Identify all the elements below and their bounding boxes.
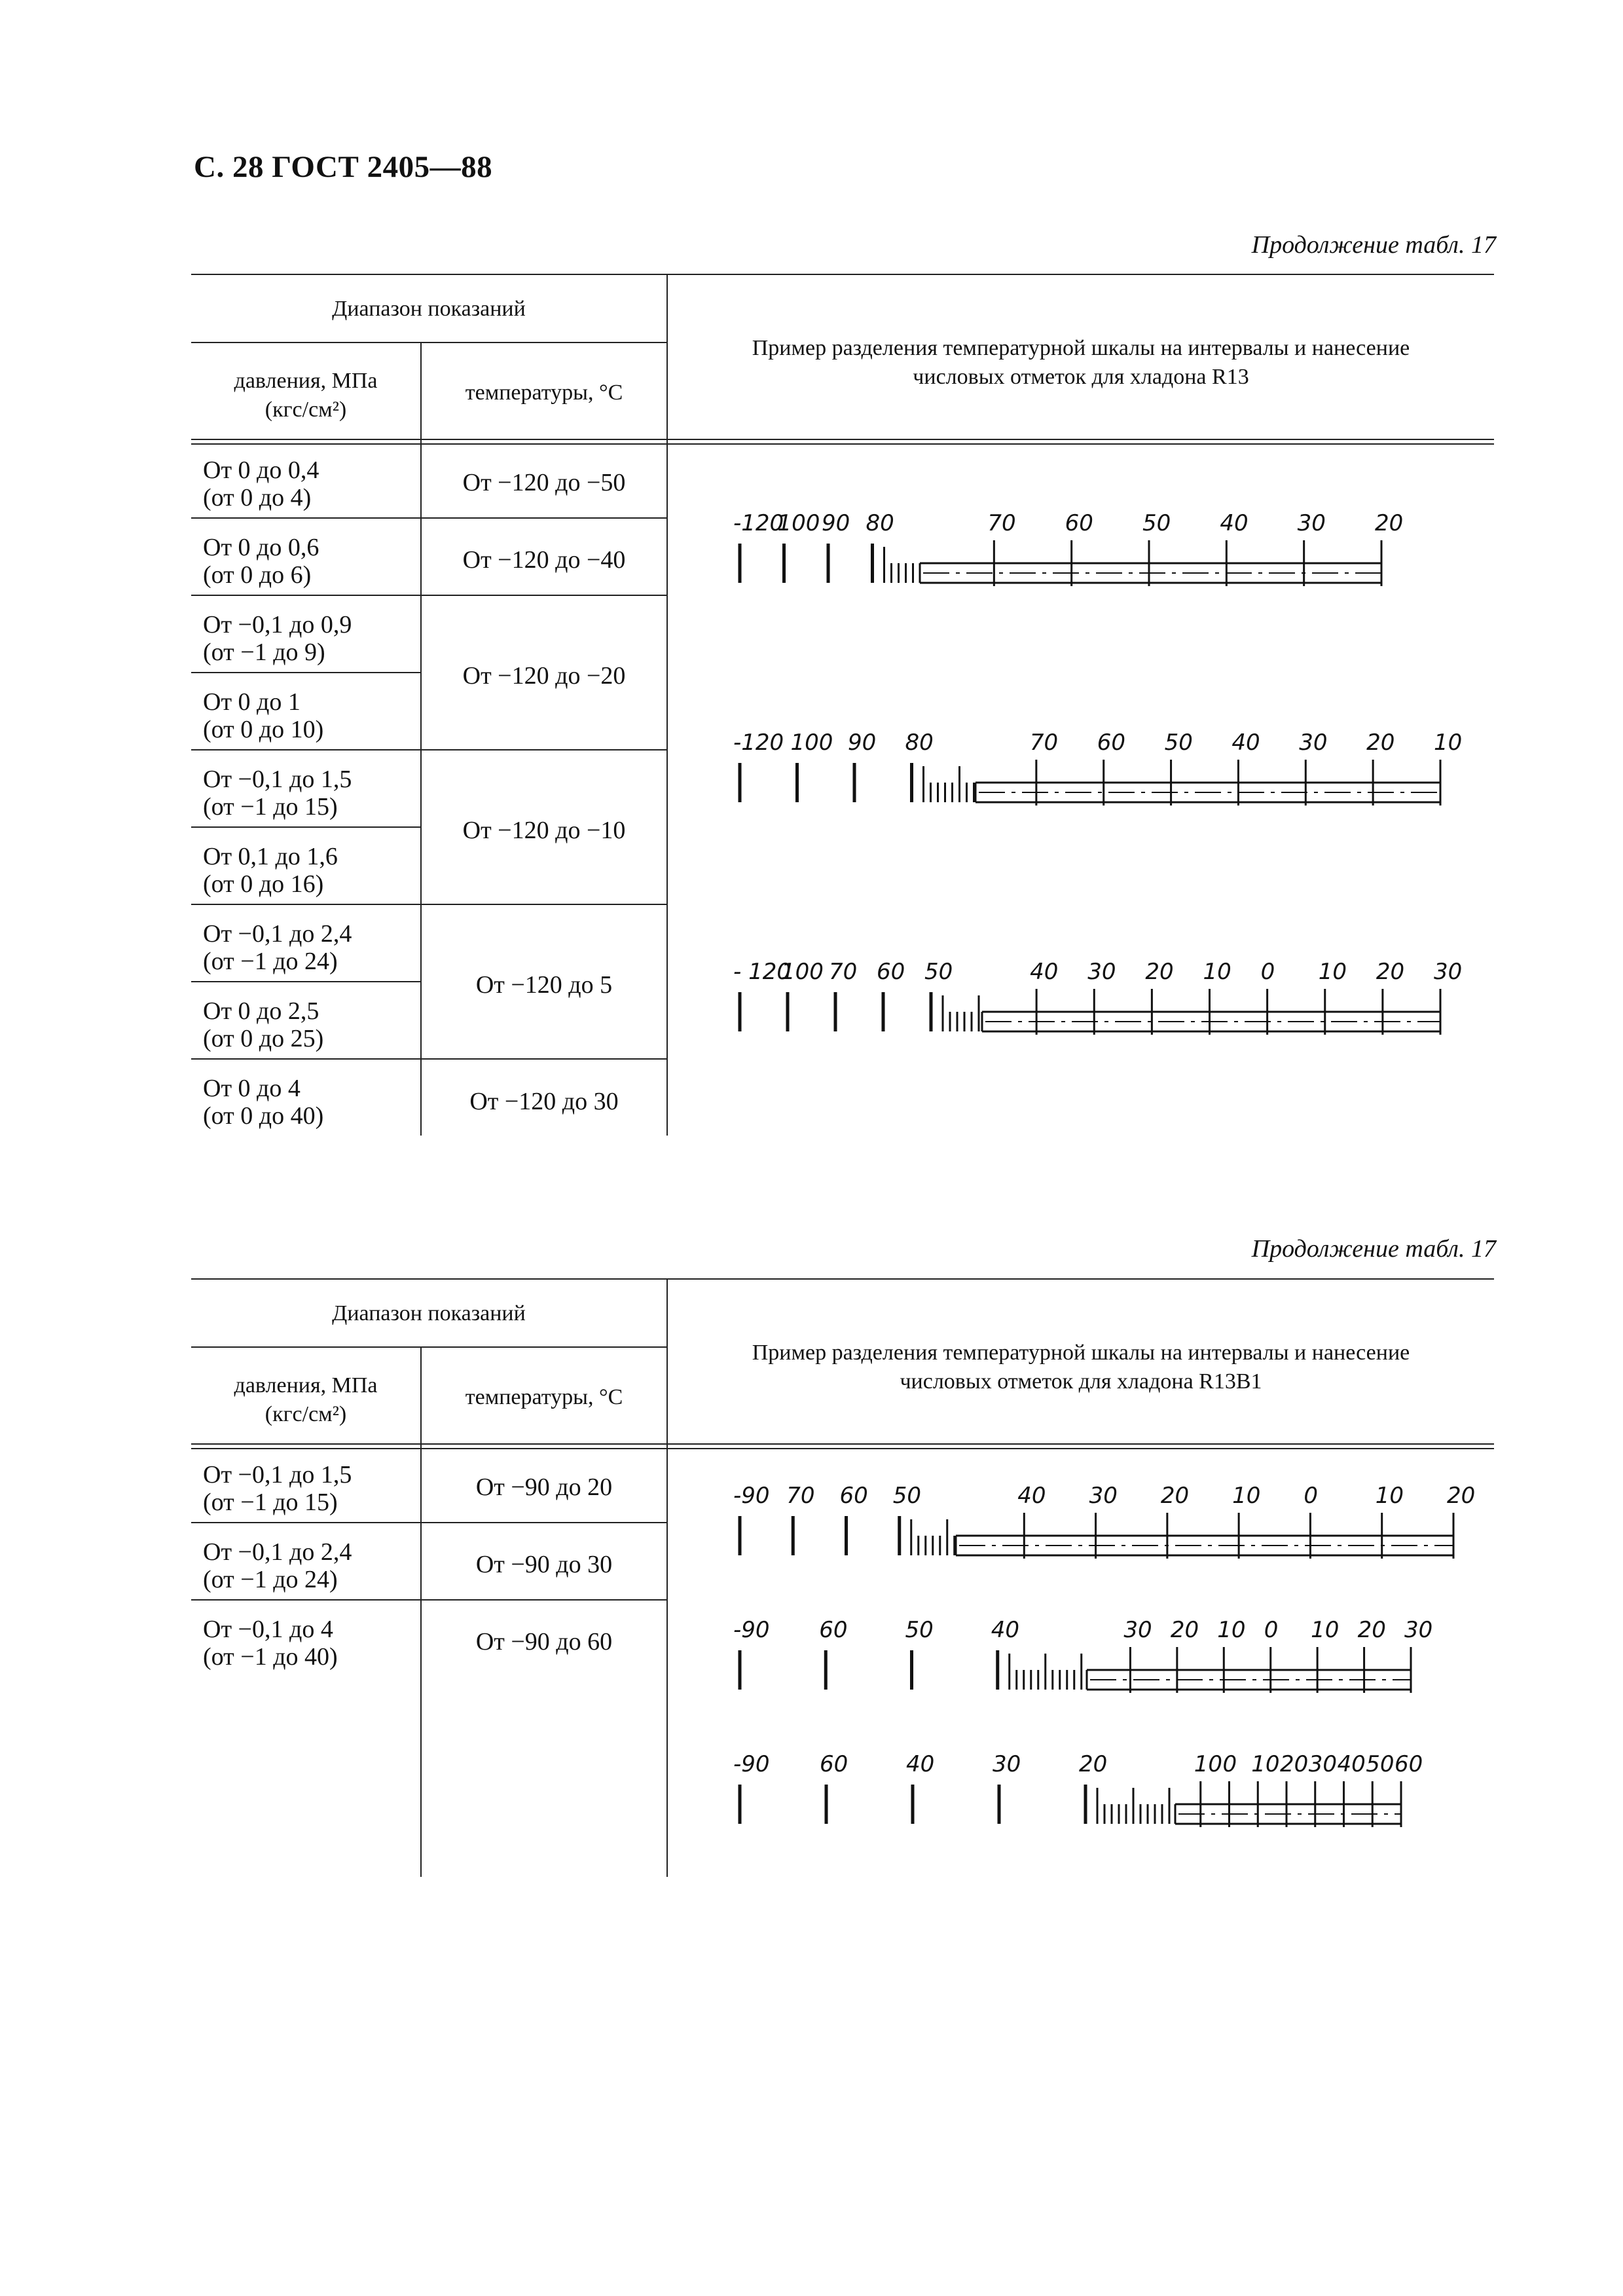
scale-label: 60 bbox=[820, 1751, 848, 1777]
pressure-header-unit: (кгс/см²) bbox=[264, 398, 347, 422]
scale-label: -120 bbox=[733, 730, 784, 756]
example-header-line1: Пример разделения температурной шкалы на интервалы и нанесение bbox=[752, 1341, 1410, 1365]
pressure-mpa: От −0,1 до 1,5 bbox=[203, 766, 352, 793]
scale-label: 20 bbox=[1145, 959, 1174, 985]
example-header-line1: Пример разделения температурной шкалы на интервалы и нанесение bbox=[752, 336, 1410, 360]
scale-label: 50 bbox=[892, 1483, 922, 1509]
scale-label: 40 bbox=[1231, 730, 1260, 756]
scale-label: 70 bbox=[987, 510, 1016, 536]
scale-label: 0 bbox=[1304, 1483, 1319, 1509]
scale-label: 20 bbox=[1357, 1617, 1386, 1643]
row-divider bbox=[191, 1058, 666, 1060]
scale-label: 40 bbox=[1220, 510, 1249, 536]
scale-capillary bbox=[982, 999, 1440, 1031]
scale-label: 50 bbox=[924, 959, 953, 985]
scale-label: 10 bbox=[1375, 1483, 1404, 1509]
pressure-header bbox=[191, 1371, 420, 1429]
pressure-kgf: (от −1 до 9) bbox=[203, 638, 325, 666]
scale-label: 60 bbox=[839, 1483, 868, 1509]
scale-label: 40 bbox=[906, 1751, 935, 1777]
pressure-mpa: От −0,1 до 2,4 bbox=[203, 1538, 352, 1566]
scale-label: 50 bbox=[1164, 730, 1193, 756]
pressure-mpa: От 0 до 1 bbox=[203, 688, 301, 716]
temperature-header: температуры, °С bbox=[465, 1385, 623, 1409]
pressure-kgf: (от 0 до 10) bbox=[203, 715, 324, 743]
scale-label: 10 bbox=[1251, 1751, 1280, 1777]
table-row bbox=[203, 843, 338, 898]
scale-label: 60 bbox=[1065, 510, 1093, 536]
scale-label: 10 bbox=[1232, 1483, 1261, 1509]
pressure-header-label: давления, МПа bbox=[234, 1373, 378, 1398]
pressure-mpa: От 0 до 4 bbox=[203, 1075, 301, 1102]
scale-label: 60 bbox=[819, 1617, 848, 1643]
thermometer-scale bbox=[0, 1611, 1623, 1703]
scale-label: 20 bbox=[1170, 1617, 1199, 1643]
pressure-mpa: От 0 до 2,5 bbox=[203, 997, 319, 1025]
scale-label: 100 bbox=[781, 959, 824, 985]
thermometer-scale bbox=[0, 1477, 1623, 1568]
pressure-kgf: (от −1 до 24) bbox=[203, 947, 338, 975]
pressure-mpa: От −0,1 до 2,4 bbox=[203, 920, 352, 948]
scale-label: 10 bbox=[1311, 1617, 1340, 1643]
scale-capillary bbox=[920, 550, 1381, 583]
scale-label: 30 bbox=[1087, 959, 1116, 985]
temperature-range: От −120 до −40 bbox=[462, 546, 626, 574]
temperature-range: От −120 до −50 bbox=[462, 469, 626, 496]
example-header bbox=[668, 1339, 1494, 1396]
header-divider bbox=[191, 342, 666, 343]
scale-label: 100 bbox=[777, 510, 820, 536]
thermometer-scale bbox=[0, 724, 1623, 815]
scale-label: -90 bbox=[733, 1483, 770, 1509]
scale-label: -90 bbox=[733, 1751, 770, 1777]
example-header-line2: числовых отметок для хладона R13 bbox=[913, 365, 1249, 390]
thermometer-scale bbox=[0, 953, 1623, 1045]
pressure-kgf: (от −1 до 40) bbox=[203, 1642, 338, 1671]
pressure-kgf: (от 0 до 40) bbox=[203, 1102, 324, 1130]
range-header: Диапазон показаний bbox=[332, 1301, 526, 1325]
pressure-kgf: (от 0 до 6) bbox=[203, 561, 312, 589]
temperature-header: температуры, °С bbox=[465, 380, 623, 405]
scale-label: 20 bbox=[1376, 959, 1405, 985]
header-bottom-rule-2 bbox=[191, 443, 1494, 445]
table-row bbox=[203, 612, 352, 667]
row-divider bbox=[191, 672, 420, 673]
scale-label: 20 bbox=[1160, 1483, 1190, 1509]
thermometer-scale bbox=[0, 1745, 1623, 1837]
scale-capillary bbox=[1175, 1791, 1401, 1824]
example-header bbox=[668, 334, 1494, 392]
pressure-header-label: давления, МПа bbox=[234, 369, 378, 393]
pressure-kgf: (от 0 до 16) bbox=[203, 870, 324, 898]
temperature-range: От −90 до 60 bbox=[475, 1628, 613, 1656]
scale-label: 30 bbox=[1299, 730, 1328, 756]
scale-label: 50 bbox=[905, 1617, 934, 1643]
scale-label: 50 bbox=[1366, 1751, 1395, 1777]
pressure-kgf: (от 0 до 25) bbox=[203, 1024, 324, 1052]
row-divider bbox=[191, 904, 666, 905]
scale-label: 10 bbox=[1203, 959, 1231, 985]
table-row bbox=[203, 1075, 323, 1130]
scale-label: 20 bbox=[1280, 1751, 1309, 1777]
temperature-range: От −90 до 20 bbox=[475, 1473, 613, 1501]
scale-capillary bbox=[1087, 1657, 1411, 1690]
continuation-label: Продолжение табл. 17 bbox=[1251, 1235, 1496, 1263]
header-bottom-rule-2 bbox=[191, 1448, 1494, 1449]
scale-label: 70 bbox=[829, 959, 858, 985]
row-divider bbox=[191, 1599, 666, 1601]
scale-label: 20 bbox=[1447, 1483, 1476, 1509]
pressure-header bbox=[191, 367, 420, 424]
pressure-mpa: От −0,1 до 1,5 bbox=[203, 1461, 352, 1489]
pressure-mpa: От −0,1 до 0,9 bbox=[203, 611, 352, 639]
scale-label: 10 bbox=[1194, 1751, 1223, 1777]
scale-label: 70 bbox=[786, 1483, 815, 1509]
scale-label: 0 bbox=[1264, 1617, 1279, 1643]
row-divider bbox=[191, 826, 420, 828]
scale-label: -120 bbox=[733, 510, 784, 536]
scale-label: 40 bbox=[1017, 1483, 1046, 1509]
scale-capillary bbox=[956, 1523, 1453, 1555]
example-header-line2: числовых отметок для хладона R13B1 bbox=[900, 1369, 1262, 1394]
scale-label: 40 bbox=[1337, 1751, 1366, 1777]
temperature-range: От −90 до 30 bbox=[475, 1551, 613, 1578]
pressure-kgf: (от −1 до 24) bbox=[203, 1565, 338, 1593]
scale-label: 90 bbox=[822, 510, 850, 536]
scale-label: 80 bbox=[866, 510, 894, 536]
scale-label: -90 bbox=[733, 1617, 770, 1643]
scale-label: 70 bbox=[1029, 730, 1059, 756]
scale-label: 30 bbox=[1434, 959, 1463, 985]
scale-label: 40 bbox=[1030, 959, 1059, 985]
scale-label: 30 bbox=[1089, 1483, 1118, 1509]
scale-label: 60 bbox=[1395, 1751, 1423, 1777]
pressure-header-unit: (кгс/см²) bbox=[264, 1402, 347, 1427]
header-bottom-rule bbox=[191, 439, 1494, 440]
scale-label: 10 bbox=[1217, 1617, 1246, 1643]
table-top-rule bbox=[191, 1278, 1494, 1280]
range-header: Диапазон показаний bbox=[332, 297, 526, 321]
scale-label: 100 bbox=[790, 730, 833, 756]
scale-label: 30 bbox=[1123, 1617, 1152, 1643]
scale-label: 20 bbox=[1079, 1751, 1108, 1777]
table-top-rule bbox=[191, 274, 1494, 275]
temperature-range: От −120 до 5 bbox=[475, 971, 613, 999]
thermometer-scale bbox=[0, 504, 1623, 596]
scale-label: 20 bbox=[1375, 510, 1404, 536]
scale-label: 90 bbox=[848, 730, 877, 756]
scale-label: 10 bbox=[1434, 730, 1463, 756]
continuation-label: Продолжение табл. 17 bbox=[1251, 231, 1496, 259]
pressure-mpa: От 0,1 до 1,6 bbox=[203, 843, 338, 870]
scale-label: 50 bbox=[1142, 510, 1171, 536]
scale-label: 0 bbox=[1222, 1751, 1237, 1777]
scale-label: 30 bbox=[993, 1751, 1021, 1777]
scale-label: 30 bbox=[1404, 1617, 1433, 1643]
header-bottom-rule bbox=[191, 1443, 1494, 1445]
scale-label: 0 bbox=[1260, 959, 1275, 985]
pressure-mpa: От −0,1 до 4 bbox=[203, 1616, 333, 1643]
scale-capillary bbox=[976, 769, 1440, 802]
scale-label: 60 bbox=[1097, 730, 1125, 756]
scale-label: 80 bbox=[905, 730, 934, 756]
scale-label: - 120 bbox=[733, 959, 791, 985]
scale-label: 60 bbox=[877, 959, 905, 985]
pressure-kgf: (от −1 до 15) bbox=[203, 792, 338, 821]
scale-label: 30 bbox=[1308, 1751, 1338, 1777]
pressure-kgf: (от 0 до 4) bbox=[203, 483, 312, 511]
temperature-range: От −120 до −10 bbox=[462, 817, 626, 844]
header-divider bbox=[191, 1346, 666, 1348]
page-header: С. 28 ГОСТ 2405—88 bbox=[194, 150, 493, 184]
pressure-mpa: От 0 до 0,6 bbox=[203, 534, 319, 561]
scale-label: 30 bbox=[1297, 510, 1326, 536]
temperature-range: От −120 до −20 bbox=[462, 662, 626, 690]
scale-label: 40 bbox=[991, 1617, 1020, 1643]
pressure-mpa: От 0 до 0,4 bbox=[203, 456, 319, 484]
scale-label: 10 bbox=[1318, 959, 1347, 985]
scale-label: 20 bbox=[1366, 730, 1395, 756]
pressure-kgf: (от −1 до 15) bbox=[203, 1488, 338, 1516]
temperature-range: От −120 до 30 bbox=[469, 1088, 619, 1115]
